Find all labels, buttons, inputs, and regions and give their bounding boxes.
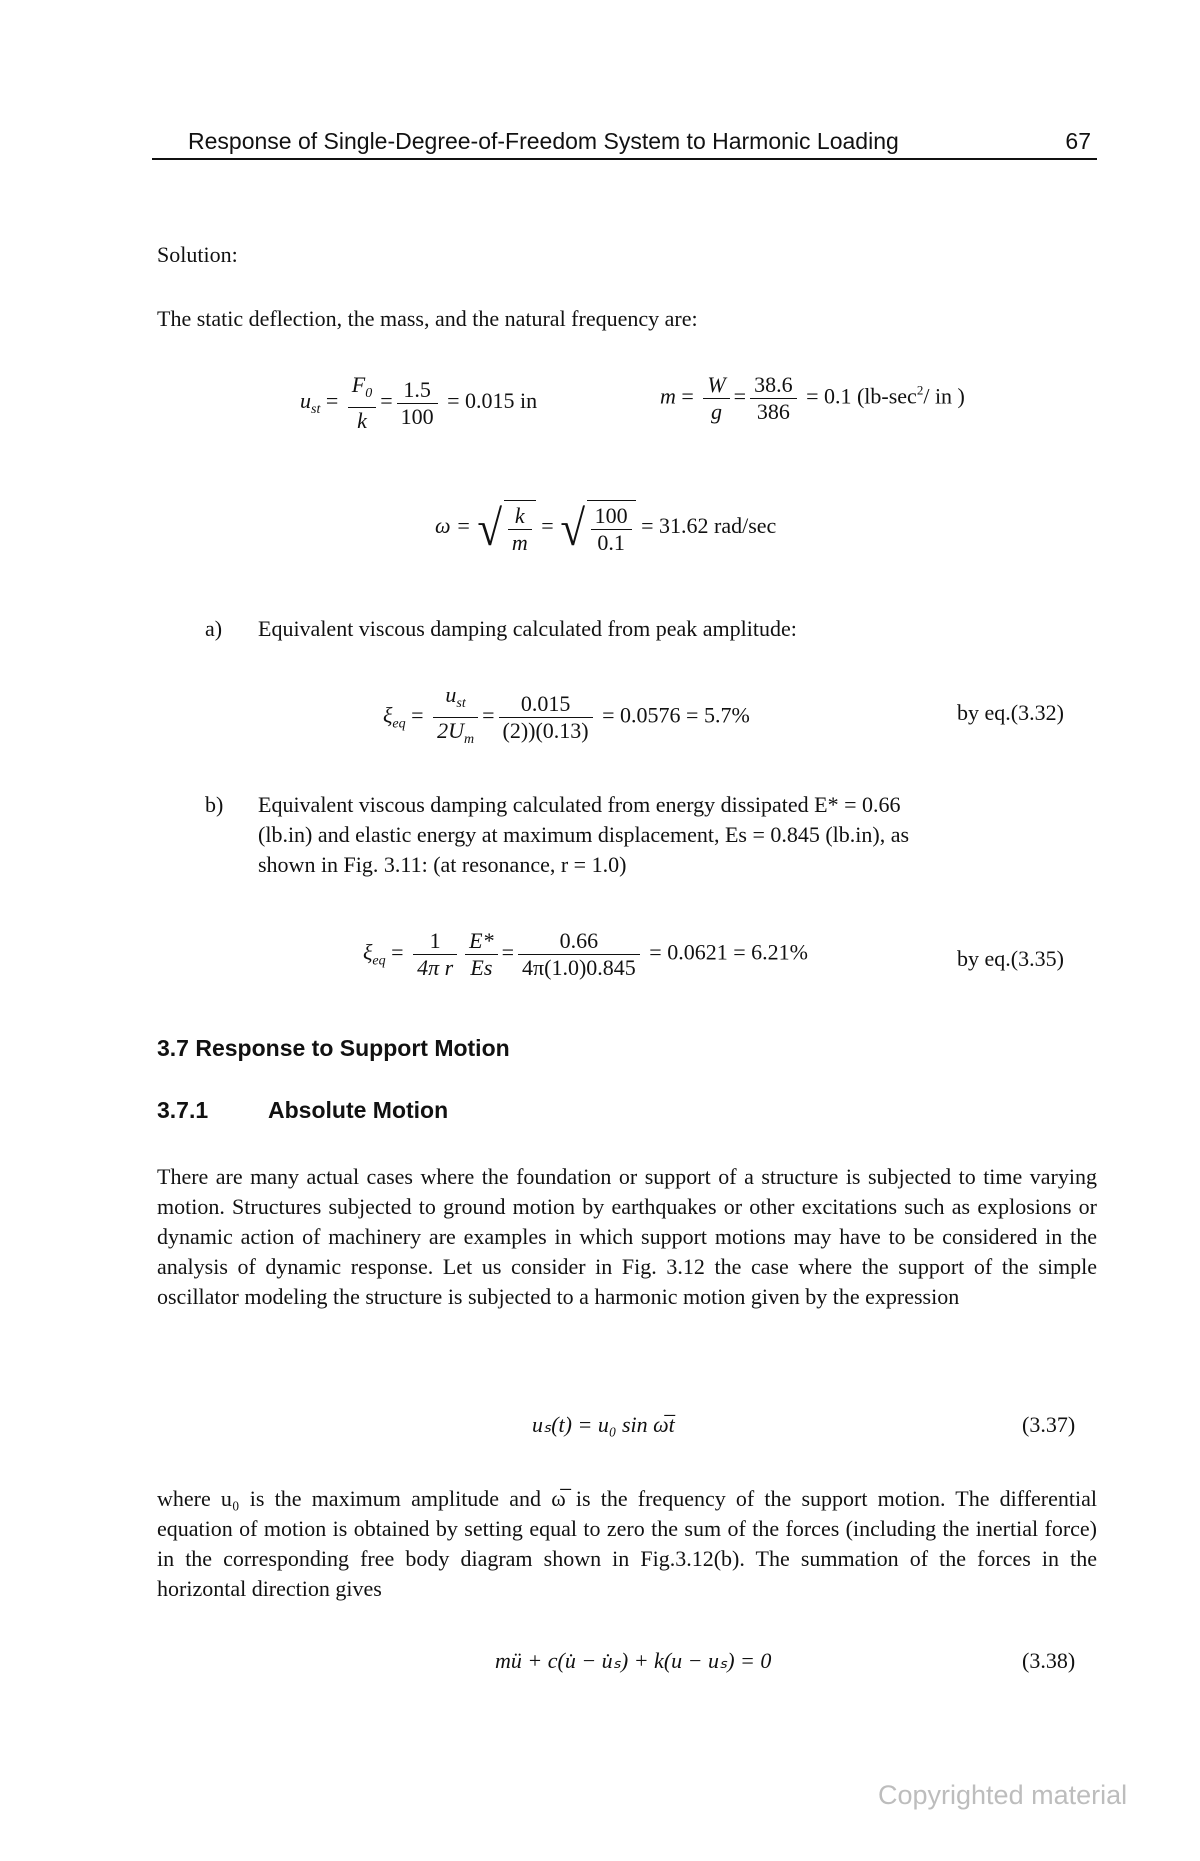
fraction-one-over-4pir: $\frac{1}{\text{4π r}}$: [413, 928, 457, 981]
section-heading-3-7-1: Absolute Motion: [268, 1097, 449, 1123]
equation-mass: m = $\frac{W}{g}$ = $\frac{38.6}{386}$ = 0.1 ($lb-\sec^2/$ in ): [660, 372, 965, 424]
fraction-weight-gravity: $\frac{W}{g}$: [703, 372, 729, 425]
section-heading-3-7: 3.7 Response to Support Motion: [157, 1035, 510, 1061]
fraction-energy-ratio: $\frac{E*}{Es}$: [465, 928, 497, 981]
copyright-watermark: Copyrighted material: [878, 1780, 1128, 1810]
running-header: [152, 122, 1097, 160]
item-a-label: a): [205, 616, 223, 641]
running-header-title: Response of Single-Degree-of-Freedom System to Harmonic Loading: [188, 128, 899, 154]
section-number-3-7-1: 3.7.1: [157, 1097, 209, 1123]
item-a-text: Equivalent viscous damping calculated from peak amplitude:: [258, 616, 797, 641]
equation-damping-peak: $\xi_{eq}$ = $\frac{u_{st}}{2U_m}$ = $\frac{0.015}{(2))(0.13)}$ = 0.0576 = 5.7%: [383, 682, 750, 753]
item-b-text: Equivalent viscous damping calculated from energy dissipated E* = 0.66 (lb.in) and elastic energy at maximum displacement, Es = 0.845 (lb.in), as shown in Fig. 3.11: (at resonance, r = 1.0): [258, 792, 910, 877]
paragraph-support-motion: There are many actual cases where the foundation or support of a structure is subjected to time varying motion. Structures subjected to ground motion by earthquakes or other excitations such as explosions or dynamic action of machinery are examples in which support motions may have to be considered in the analysis of dynamic response. Let us consider in Fig. 3.12 the case where the support of the simple oscillator modeling the structure is subjected to a harmonic motion given by the expression: [157, 1164, 1097, 1309]
sqrt-numeric: √ $\frac{100}{0.1}$: [559, 500, 635, 556]
solution-label: Solution:: [157, 242, 238, 267]
equation-reference-3-35: by eq.(3.35): [957, 946, 1064, 971]
equation-number-3-37: (3.37): [1022, 1412, 1076, 1437]
fraction-numeric: $\frac{1.5}{100}$: [397, 377, 438, 430]
paragraph-equation-of-motion: where u₀ is the maximum amplitude and ω̅ is the frequency of the support motion. The differential equation of motion is obtained by setting equal to zero the sum of the forces (including the inertial force) in the corresponding free body diagram shown in Fig.3.12(b). The summation of the forces in the horizontal direction gives: [157, 1486, 1097, 1601]
fraction-numeric: $\frac{38.6}{386}$: [750, 372, 797, 425]
equation-3-37: uₛ(t) = u₀ sin ω̅t: [532, 1412, 675, 1437]
page-number: 67: [1065, 128, 1091, 154]
fraction-ust-2um: $\frac{u_{st}}{2U_m}$: [433, 682, 478, 753]
intro-text: The static deflection, the mass, and the natural frequency are:: [157, 306, 698, 331]
fraction-numeric: $\frac{0.015}{(2))(0.13)}$: [499, 691, 593, 744]
fraction-numeric: $\frac{0.66}{4\pi(1.0)0.845}$: [518, 928, 640, 981]
equation-3-38: mü + c(u̇ − u̇ₛ) + k(u − uₛ) = 0: [495, 1648, 772, 1673]
equation-number-3-38: (3.38): [1022, 1648, 1076, 1673]
equation-reference-3-32: by eq.(3.32): [957, 700, 1064, 725]
equation-damping-energy: $\xi_{eq}$ = $\frac{1}{\text{4π r}}$ $\frac{E*}{Es}$ = $\frac{0.66}{4\pi(1.0)0.845}$ = 0.0621 = 6.21%: [363, 928, 808, 980]
equation-static-deflection: $u_{st}$ = $\frac{F_0}{k}$ = $\frac{1.5}{100}$ = 0.015 in: [300, 372, 538, 433]
fraction-force-stiffness: $\frac{F_0}{k}$: [348, 372, 376, 434]
equation-natural-frequency: ω = √ $\frac{k}{m}$ = √ $\frac{100}{0.1}$ = 31.62 rad/sec: [435, 500, 777, 556]
sqrt-k-over-m: √ $\frac{k}{m}$: [476, 500, 535, 556]
item-b-label: b): [205, 792, 224, 817]
